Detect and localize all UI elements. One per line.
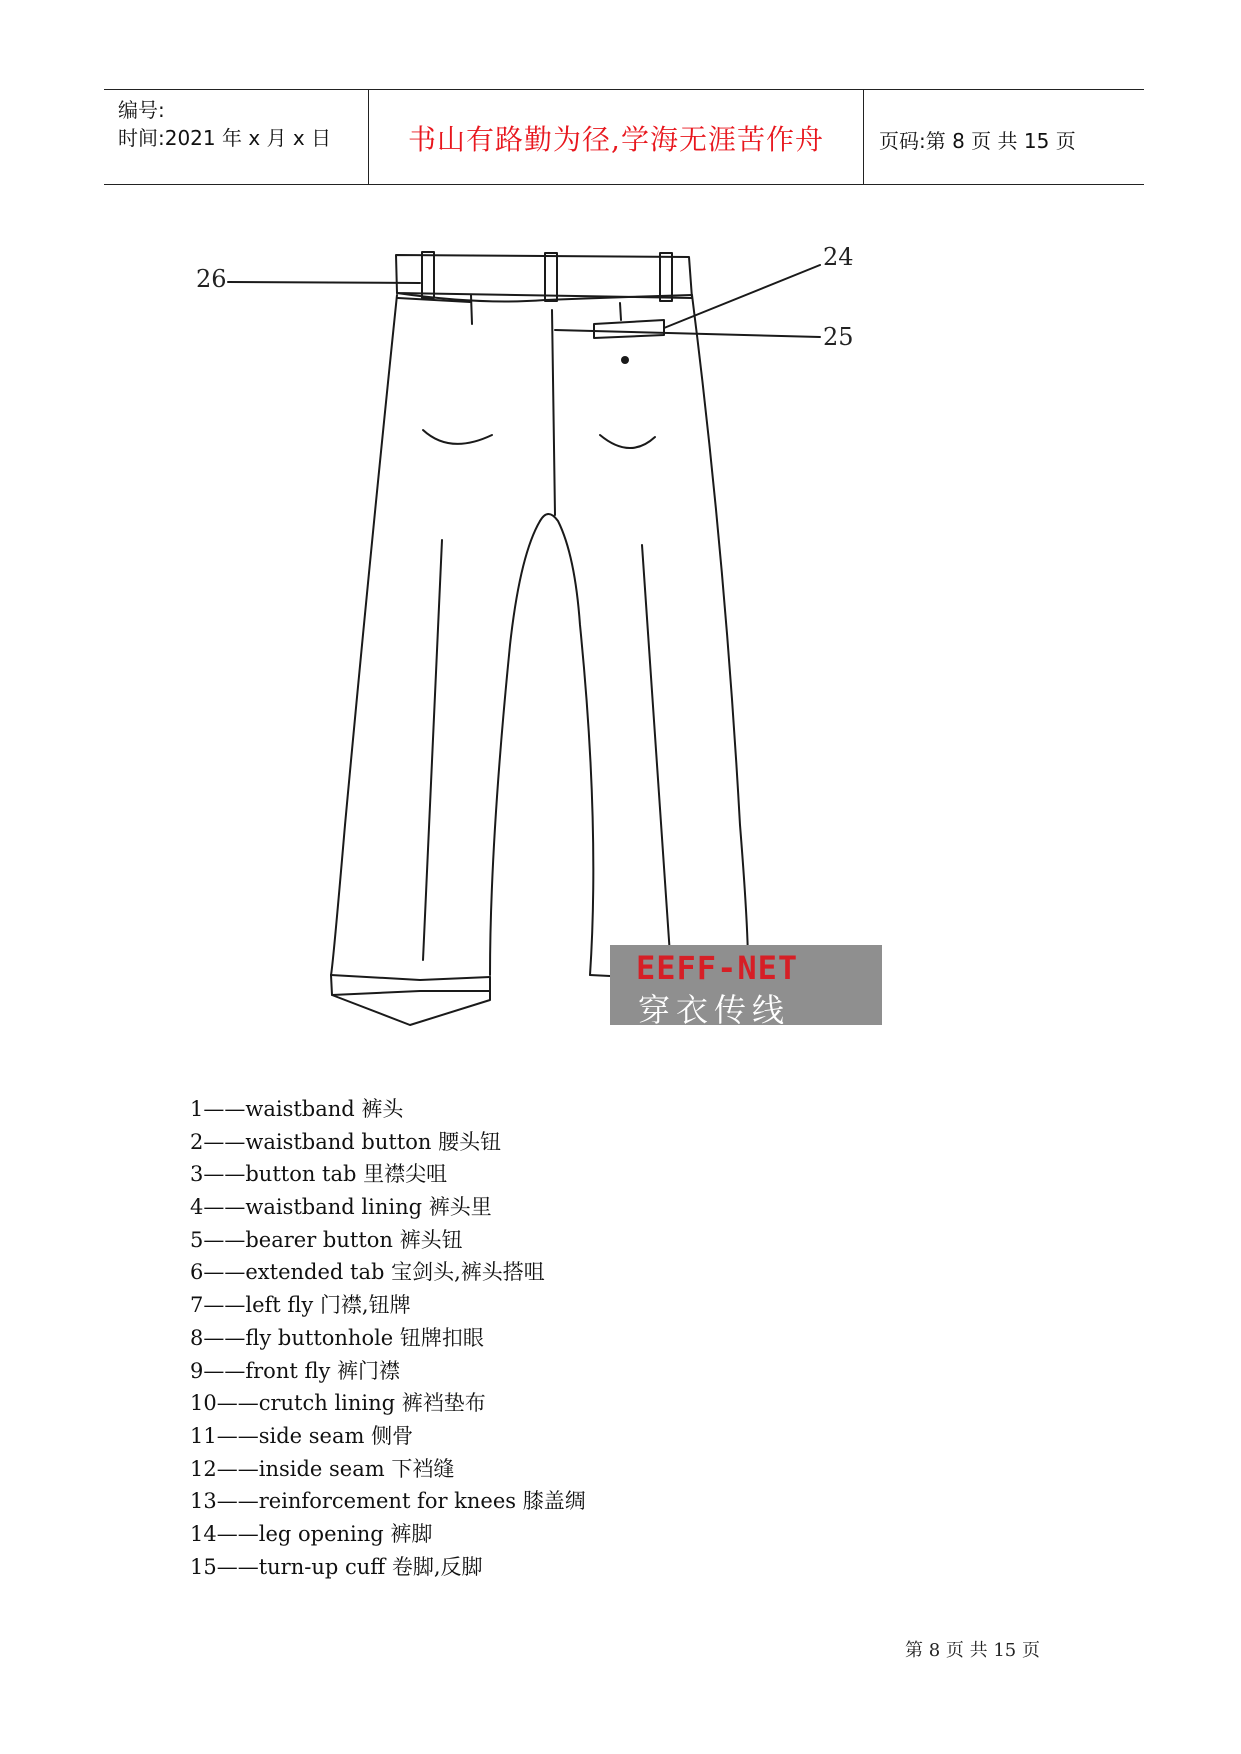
header-motto-cell (369, 90, 864, 184)
term-item: 5——bearer button 裤头钮 (190, 1227, 463, 1252)
term-item: 15——turn-up cuff 卷脚,反脚 (190, 1554, 483, 1579)
time-label: 时间:2021 年 x 月 x 日 (118, 126, 332, 150)
term-item: 8——fly buttonhole 钮牌扣眼 (190, 1325, 484, 1350)
term-item: 13——reinforcement for knees 膝盖绸 (190, 1489, 586, 1514)
term-item: 3——button tab 里襟尖咀 (190, 1162, 448, 1187)
term-item: 9——front fly 裤门襟 (190, 1358, 400, 1383)
header-meta-cell (104, 90, 369, 184)
term-item: 4——waistband lining 裤头里 (190, 1195, 492, 1220)
trousers-diagram (180, 225, 900, 1045)
terms-list (190, 1093, 586, 1583)
term-item: 1——waistband 裤头 (190, 1097, 404, 1121)
term-item: 6——extended tab 宝剑头,裤头搭咀 (190, 1260, 545, 1285)
footer-page-number: 第 8 页 共 15 页 (905, 1640, 1040, 1661)
term-item: 11——side seam 侧骨 (190, 1423, 414, 1448)
header-page-label: 页码:第 8 页 共 15 页 (879, 129, 1076, 153)
watermark-logo (610, 945, 882, 1029)
callout-26: 26 (196, 265, 227, 293)
page-header (104, 89, 1144, 185)
trousers-drawing (180, 225, 900, 1045)
term-item: 7——left fly 门襟,钮牌 (190, 1293, 411, 1318)
term-item: 2——waistband button 腰头钮 (190, 1129, 502, 1154)
motto: 书山有路勤为径,学海无涯苦作舟 (408, 123, 824, 156)
serial-label: 编号: (118, 98, 165, 122)
header-page-cell (865, 90, 1144, 184)
button-dot (621, 356, 629, 364)
callout-25: 25 (823, 323, 854, 351)
watermark-bottom-text: 穿衣传线 (638, 991, 791, 1029)
term-item: 14——leg opening 裤脚 (190, 1521, 433, 1546)
callout-24: 24 (823, 243, 854, 271)
watermark-top-text: EEFF-NET (636, 949, 799, 987)
term-item: 10——crutch lining 裤裆垫布 (190, 1391, 486, 1416)
term-item: 12——inside seam 下裆缝 (190, 1456, 455, 1481)
